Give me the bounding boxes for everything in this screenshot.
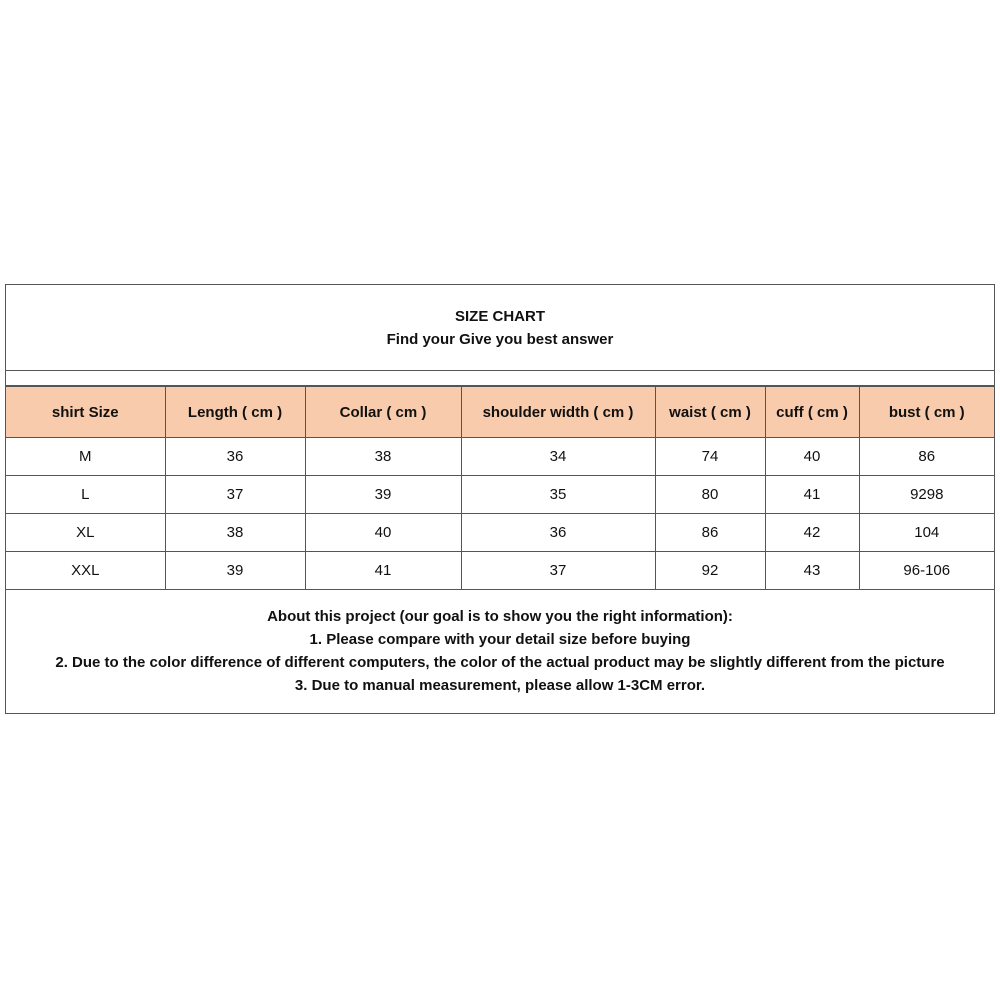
table-cell: 41 bbox=[305, 552, 461, 590]
table-row bbox=[6, 552, 994, 590]
table-cell: 38 bbox=[165, 514, 305, 552]
table-cell: XL bbox=[6, 514, 165, 552]
page-title: SIZE CHART bbox=[455, 308, 545, 325]
table-row bbox=[6, 476, 994, 514]
table-cell: 40 bbox=[765, 438, 859, 476]
note-line: 1. Please compare with your detail size before buying bbox=[309, 631, 691, 648]
column-header-length: Length ( cm ) bbox=[165, 387, 305, 438]
table-cell: 80 bbox=[655, 476, 765, 514]
column-header-shoulder-width: shoulder width ( cm ) bbox=[461, 387, 655, 438]
table-cell: 86 bbox=[859, 438, 994, 476]
table-cell: L bbox=[6, 476, 165, 514]
table-cell: XXL bbox=[6, 552, 165, 590]
table-cell: 36 bbox=[461, 514, 655, 552]
table-cell: 37 bbox=[461, 552, 655, 590]
table-cell: 92 bbox=[655, 552, 765, 590]
table-cell: 36 bbox=[165, 438, 305, 476]
table-cell: 96-106 bbox=[859, 552, 994, 590]
column-header-collar: Collar ( cm ) bbox=[305, 387, 461, 438]
table-cell: 40 bbox=[305, 514, 461, 552]
table-cell: 42 bbox=[765, 514, 859, 552]
column-header-waist: waist ( cm ) bbox=[655, 387, 765, 438]
table-cell: M bbox=[6, 438, 165, 476]
column-header-cuff: cuff ( cm ) bbox=[765, 387, 859, 438]
table-row bbox=[6, 438, 994, 476]
table-cell: 34 bbox=[461, 438, 655, 476]
table-cell: 104 bbox=[859, 514, 994, 552]
table-cell: 74 bbox=[655, 438, 765, 476]
size-table bbox=[6, 386, 994, 590]
note-line: 3. Due to manual measurement, please allow 1-3CM error. bbox=[294, 677, 706, 694]
size-chart-sheet bbox=[5, 284, 995, 714]
table-cell: 9298 bbox=[859, 476, 994, 514]
table-cell: 38 bbox=[305, 438, 461, 476]
notes-intro: About this project (our goal is to show you the right information): bbox=[267, 608, 733, 625]
table-cell: 86 bbox=[655, 514, 765, 552]
notes-section bbox=[6, 605, 994, 697]
table-cell: 41 bbox=[765, 476, 859, 514]
note-line: 2. Due to the color difference of different computers, the color of the actual product may be slightly different from the picture bbox=[55, 654, 945, 671]
table-cell: 37 bbox=[165, 476, 305, 514]
table-header-row bbox=[6, 387, 994, 438]
column-header-bust: bust ( cm ) bbox=[859, 387, 994, 438]
table-cell: 39 bbox=[165, 552, 305, 590]
size-chart-header bbox=[6, 285, 994, 371]
page-subtitle: Find your Give you best answer bbox=[386, 331, 614, 348]
table-cell: 39 bbox=[305, 476, 461, 514]
table-cell: 43 bbox=[765, 552, 859, 590]
column-header-size: shirt Size bbox=[6, 387, 165, 438]
table-cell: 35 bbox=[461, 476, 655, 514]
table-row bbox=[6, 514, 994, 552]
